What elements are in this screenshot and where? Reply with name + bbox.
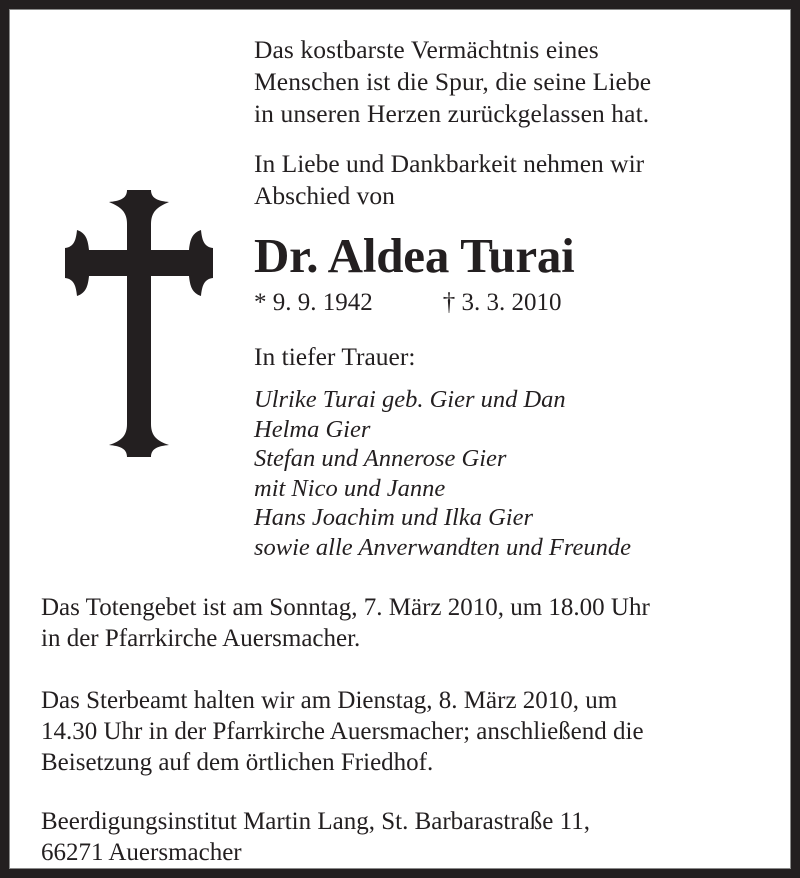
director-line: 66271 Auersmacher [41,839,242,866]
epitaph-line: in unseren Herzen zurückgelassen hat. [254,99,650,128]
birth-date: * 9. 9. 1942 [254,289,373,316]
funeral-service-announcement [41,685,767,778]
mourner-line: sowie alle Anverwandten und Freunde [254,533,631,561]
mourner-line: Stefan und Annerose Gier [254,445,507,472]
service-line: Das Sterbeamt halten wir am Dienstag, 8. März 2010, um [41,687,618,714]
intro-line: Abschied von [254,181,395,210]
funeral-director-info [41,806,767,868]
director-line: Beerdigungsinstitut Martin Lang, St. Barbarastraße 11, [41,808,590,835]
service-line: Beisetzung auf dem örtlichen Friedhof. [41,749,434,776]
epitaph-verse [254,34,791,130]
epitaph-line: Das kostbarste Vermächtnis eines [254,35,599,64]
mourner-line: Hans Joachim und Ilka Gier [254,504,533,531]
life-dates [254,288,791,318]
prayer-line: in der Pfarrkirche Auersmacher. [41,625,361,652]
mourner-line: Helma Gier [254,415,371,443]
prayer-line: Das Totengebet ist am Sonntag, 7. März 2010, um 18.00 Uhr [41,594,650,621]
farewell-intro [254,148,791,212]
mourners-list [254,385,791,562]
death-date: † 3. 3. 2010 [442,289,562,316]
lower-section [41,592,767,868]
service-line: 14.30 Uhr in der Pfarrkirche Auersmacher; anschließend die [41,718,644,745]
mourner-line: Ulrike Turai geb. Gier und Dan [254,386,566,413]
mourners-heading: In tiefer Trauer: [254,342,416,371]
notice-inner-frame [9,9,791,869]
christian-cross-icon [47,182,231,462]
intro-line: In Liebe und Dankbarkeit nehmen wir [254,149,645,178]
upper-section [10,10,790,575]
deceased-name: Dr. Aldea Turai [254,228,575,283]
epitaph-line: Menschen ist die Spur, die seine Liebe [254,67,652,96]
mourner-line: mit Nico und Janne [254,474,446,502]
prayer-announcement [41,592,767,654]
right-text-column [254,10,791,562]
